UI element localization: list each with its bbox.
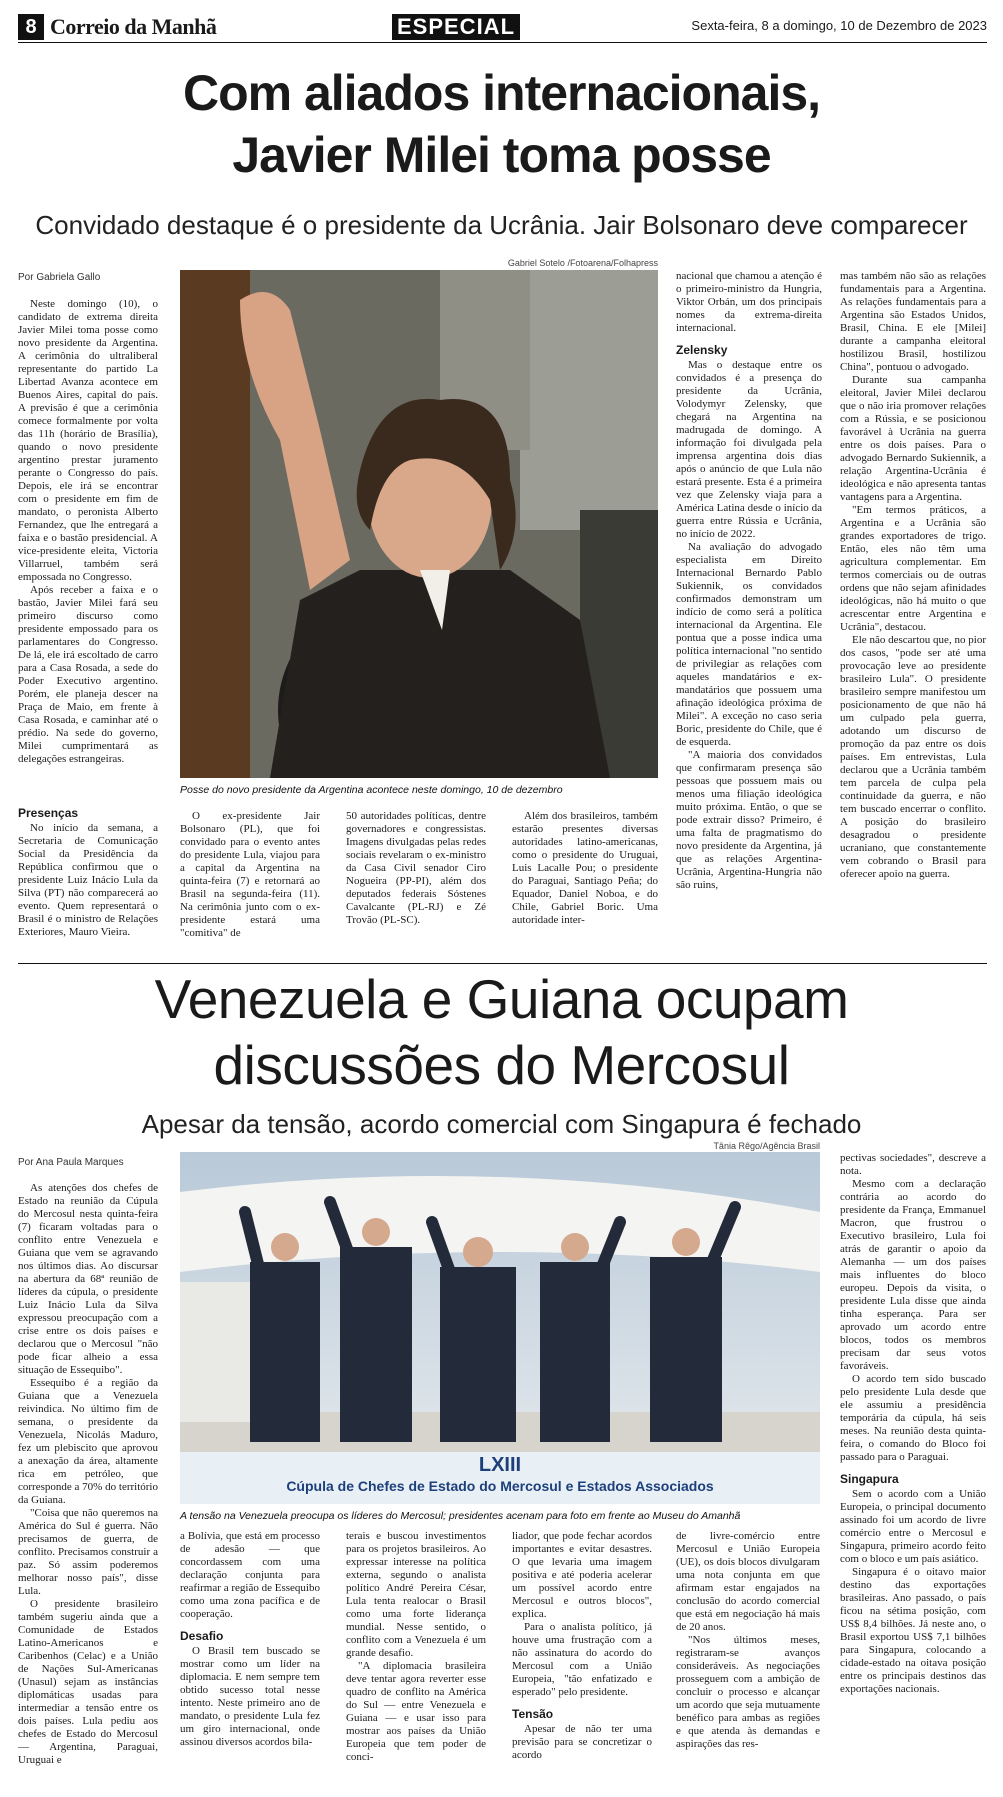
story1-photo-credit: Gabriel Sotelo /Fotoarena/Folhapress <box>507 258 658 268</box>
story2-subheadline: Apesar da tensão, acordo comercial com Singapura é fechado <box>141 1109 862 1139</box>
story2-byline: Por Ana Paula Marques <box>18 1157 124 1168</box>
milei-photo <box>180 270 658 778</box>
story1-column-2: O ex-presidente Jair Bolsonaro (PL), que foi convidado para o evento antes do presidente Lula, viajou para a capital da Argentina na quinta-feira (7) e retornará ao Brasil na segunda-feira (11). Na cerimônia junto com o ex-presidente estará uma "comitiva" de <box>180 810 320 939</box>
story1-column-5: nacional que chamou a atenção é o primeiro-ministro da Hungria, Viktor Orbán, um dos principais nomes da extrema-direita internacional. Zelensky Mas o destaque entre os convidados é a presença do presidente da Ucrânia, Volodymyr Zelensky, que chegará na Argentina na madrugada de domingo. A informação foi divulgada pela imprensa argentina dois dias após o anúncio de que Lula não estará presente. Esta é a primeira vez que Zelensky viaja para a América Latina desde o início da guerra entre Rússia e Ucrânia, no início de 2022. Na avaliação do advogado especialista em Direito Internacional Bernardo Pablo Sukiennik, os convidados confirmados demonstram um indício de como será a política internacional da Argentina. Ele pontua que a posse indica uma política internacional "no sentido de privilegiar as relações com aqueles mandatários e ex-mandatários que possuem uma afinação ideológica próxima de Milei". A exceção no caso seria Boric, presidente do Chile, que é de esquerda. "A maioria dos convidados que confirmaram presença são pessoas que possuem mais ou menos uma filiação ideológica muito próxima. Então, o que se pode extrair disso? Primeiro, é uma falta de pragmatismo do novo presidente da Argentina, já que as relações Argentina-Ucrânia, Argentina-Hungria não são ruins, <box>676 270 822 891</box>
story2-headline-line2: discussões do Mercosul <box>213 1034 790 1096</box>
photo-banner-title: Cúpula de Chefes de Estado do Mercosul e Estados Associados <box>286 1478 714 1494</box>
story1-presencas: Presenças No início da semana, a Secretaria de Comunicação Social da Presidência da República confirmou que o presidente Luiz Inácio Lula da Silva (PT) não comparecerá ao evento. Quem representará o Brasil é o ministro de Relações Exteriores, Mauro Vieira. <box>18 806 158 938</box>
story1-byline: Por Gabriela Gallo <box>18 272 101 283</box>
story1-headline-line1: Com aliados internacionais, <box>182 65 821 121</box>
photo-banner-roman-numeral: LXIII <box>478 1454 522 1476</box>
story1-column-3: 50 autoridades políticas, dentre governadores e congressistas. Imagens divulgadas pelas redes sociais revelaram o ex-ministro da Casa Civil senador Ciro Nogueira (PP-PI), além dos deputados federais Sóstenes Cavalcante (PL-RJ) e Zé Trovão (PL-SC). <box>346 810 486 926</box>
story2-column-4: liador, que pode fechar acordos importantes e evitar desastres. O que levaria uma imagem positiva e até poderia acelerar um possível acordo entre Mercosul e outros blocos", explica. Para o analista político, já houve uma frustração com a não assinatura do acordo do Mercosul com a União Europeia, "tão enfatizado e esperado" pelo presidente. Tensão Apesar de não ter uma previsão para se concretizar o acordo <box>512 1530 652 1761</box>
section-label: ESPECIAL <box>392 14 520 40</box>
page-number: 8 <box>18 14 44 40</box>
singapura-heading: Singapura <box>840 1472 899 1486</box>
story1-subheadline: Convidado destaque é o presidente da Ucrânia. Jair Bolsonaro deve comparecer <box>35 210 968 240</box>
newspaper-name: Correio da Manhã <box>50 14 217 39</box>
mercosul-photo <box>180 1152 820 1504</box>
edition-date: Sexta-feira, 8 a domingo, 10 de Dezembro de 2023 <box>691 18 987 33</box>
tensao-heading: Tensão <box>512 1707 554 1721</box>
story2-column-1: As atenções dos chefes de Estado na reunião da Cúpula do Mercosul nesta quinta-feira (7) ficaram voltadas para o conflito entre Venezuela e Guiana que vem se agravando nos últimos dias. Ao discursar na abertura da 68ª reunião de líderes da cúpula, o presidente Luiz Inácio Lula da Silva expressou preocupação com a crise entre os dois países e declarou que o Mercosul "não pode ficar alheio a essa situação de Essequibo". Essequibo é a região da Guiana que a Venezuela reivindica. No último fim de semana, o presidente da Venezuela, Nicolás Maduro, fez um plebiscito que aprovou a anexação da área, altamente rica em petróleo, que corresponde a 70% do território da Guiana. "Coisa que não queremos na América do Sul é guerra. Não precisamos de guerra, de conflito. Precisamos construir a paz. Só assim poderemos melhorar nosso país", disse Lula. O presidente brasileiro também sugeriu ainda que a Comunidade de Estados Latino-Americanos e Caribenhos (Celac) e a União de Nações Sul-Americanas (Unasul) sejam as instâncias diplomáticas usadas para intermediar a tensão entre os dois países. Lula pediu aos chefes de Estado do Mercosul — Argentina, Paraguai, Uruguai e <box>18 1182 158 1766</box>
story2-column-2: a Bolívia, que está em processo de adesão — que concordassem com uma declaração conjunta para reafirmar a região de Essequibo como uma zona pacífica e de cooperação. Desafio O Brasil tem buscado se mostrar como um líder na diplomacia. E nem sempre tem obtido sucesso total nesse intento. Neste primeiro ano de mandato, o presidente Lula fez um giro internacional, onde assinou diversos acordos bila- <box>180 1530 320 1748</box>
story1-column-1: Neste domingo (10), o candidato de extrema direita Javier Milei toma posse como novo presidente da Argentina. A cerimônia do ultraliberal representante do partido La Libertad Avanza acontece em Buenos Aires, capital do país. A previsão é que a cerimônia comece formalmente por volta das 11h (horário de Brasília), quando o novo presidente argentino prestar juramento perante o Congresso do país. Depois, ele irá se encontrar com o presidente em fim de mandato, o peronista Alberto Fernandez, que lhe entregará a faixa e o bastão presidencial. A vice-presidente eleita, Victoria Villarruel, também será empossada no Congresso. Após receber a faixa e o bastão, Javier Milei fará seu primeiro discurso como presidente empossado para os parlamentares do Congresso. De lá, ele irá escoltado de carro para a Casa Rosada, a sede do Poder Executivo argentino. Porém, ele planeja descer na Praça de Maio, em frente à Casa Rosada, e caminhar até o prédio. Na sede do governo, Milei cumprimentará as delegações estrangeiras. <box>18 298 158 765</box>
story2-column-3: terais e buscou investimentos para os projetos brasileiros. Ao expressar interesse na política externa, segundo o analista político André Pereira César, Lula tenta realocar o Brasil como uma forte liderança mundial. Nesse sentido, o conflito com a Venezuela é um grande desafio. "A diplomacia brasileira deve tentar agora reverter esse quadro de conflito na América do Sul — entre Venezuela e Guiana — e usar isso para mostrar aos países da União Europeia que tem poder de conci- <box>346 1530 486 1763</box>
story1-headline-line2: Javier Milei toma posse <box>232 127 771 183</box>
story2-column-6: pectivas sociedades", descreve a nota. Mesmo com a declaração contrária ao acordo do presidente da França, Emmanuel Macron, que frustrou o Executivo brasileiro, Lula foi atrás de garantir o apoio da Alemanha — um dos países mais influentes do bloco europeu. Depois da visita, o presidente Lula disse que ainda tinha esperança. Para ser aprovado um acordo entre blocos, todos os membros precisam dar seus votos favoráveis. O acordo tem sido buscado pelo presidente Lula desde que ele assumiu a presidência temporária da cúpula, há seis meses. Na reunião desta quinta-feira, o comando do Bloco foi passado para o Paraguai. Singapura Sem o acordo com a União Europeia, o principal documento assinado foi um acordo de livre comércio entre o Mercosul e Singapura, primeiro acordo feito com o bloco e um país asiático. Singapura é o oitavo maior destino das exportações brasileiras. Ano passado, o país ficou na sétima posição, com US$ 8,4 bilhões. Já neste ano, o Brasil exportou US$ 7,1 bilhões para Singapura, colocando a cidade-estado na oitava posição entre os principais destinos das exportações nacionais. <box>840 1152 986 1695</box>
story2-column-5: de livre-comércio entre Mercosul e União Europeia (UE), os dois blocos divulgaram uma nota conjunta em que afirmam estar engajados na conclusão do acordo comercial que está em negociação há mais de 20 anos. "Nos últimos meses, registraram-se avanços consideráveis. As negociações prosseguem com a ambição de concluir o processo e alcançar um acordo que seja mutuamente benéfico para ambas as regiões e que atenda às demandas e aspirações das res- <box>676 1530 820 1750</box>
presencas-heading: Presenças <box>18 806 79 820</box>
story2-headline-line1: Venezuela e Guiana ocupam <box>154 968 849 1030</box>
story2-photo-credit: Tânia Rêgo/Agência Brasil <box>713 1141 820 1151</box>
story2-photo-caption: A tensão na Venezuela preocupa os líderes do Mercosul; presidentes acenam para foto em frente ao Museu do Amanhã <box>180 1510 741 1522</box>
story1-column-6: mas também não são as relações fundamentais para a Argentina. As relações fundamentais para a Argentina são Estados Unidos, Brasil, China. E ele [Milei] durante a campanha eleitoral hostilizou Brasil, hostilizou China", pontuou o advogado. Durante sua campanha eleitoral, Javier Milei declarou que o não iria promover relações com a Rússia, e se posicionou favorável à Ucrânia na guerra entre os dois países. Para o advogado Bernardo Sukiennik, a relação Argentina-Ucrânia é ideológica e não apresenta tantas vantagens para a Argentina. "Em termos práticos, a Argentina e a Ucrânia são grandes exportadores de trigo. Então, eles não têm uma agricultura complementar. Em termos comerciais ou de outras ordens que não sejam afinidades ideológicas, não há muito o que acrescentar entre Argentina e Ucrânia", destacou. Ele não descartou que, no pior dos casos, "pode ser até uma provocação leve ao presidente brasileiro Lula". O presidente brasileiro sempre manifestou um posicionamento de que não há um culpado pela guerra, adotando um discurso de promoção da paz entre os dois países. Em entrevistas, Lula declarou que a Ucrânia também tem parcela de culpa pela continuidade da guerra, e não tem buscado encerrar o conflito. A posição do brasileiro desagradou o presidente ucraniano, que constantemente vem cobrando o Brasil para oferecer apoio na guerra. <box>840 270 986 880</box>
story-divider <box>18 963 987 964</box>
header-rule <box>18 42 987 43</box>
desafio-heading: Desafio <box>180 1629 224 1643</box>
zelensky-heading: Zelensky <box>676 343 728 357</box>
story1-column-4: Além dos brasileiros, também estarão presentes diversas autoridades latino-americanas, como o presidente do Uruguai, Luis Lacalle Pou; o presidente do Paraguai, Santiago Peña; do Equador, Daniel Noboa, e do Chile, Gabriel Boric. Uma autoridade inter- <box>512 810 658 926</box>
story1-photo-caption: Posse do novo presidente da Argentina acontece neste domingo, 10 de dezembro <box>180 784 563 796</box>
